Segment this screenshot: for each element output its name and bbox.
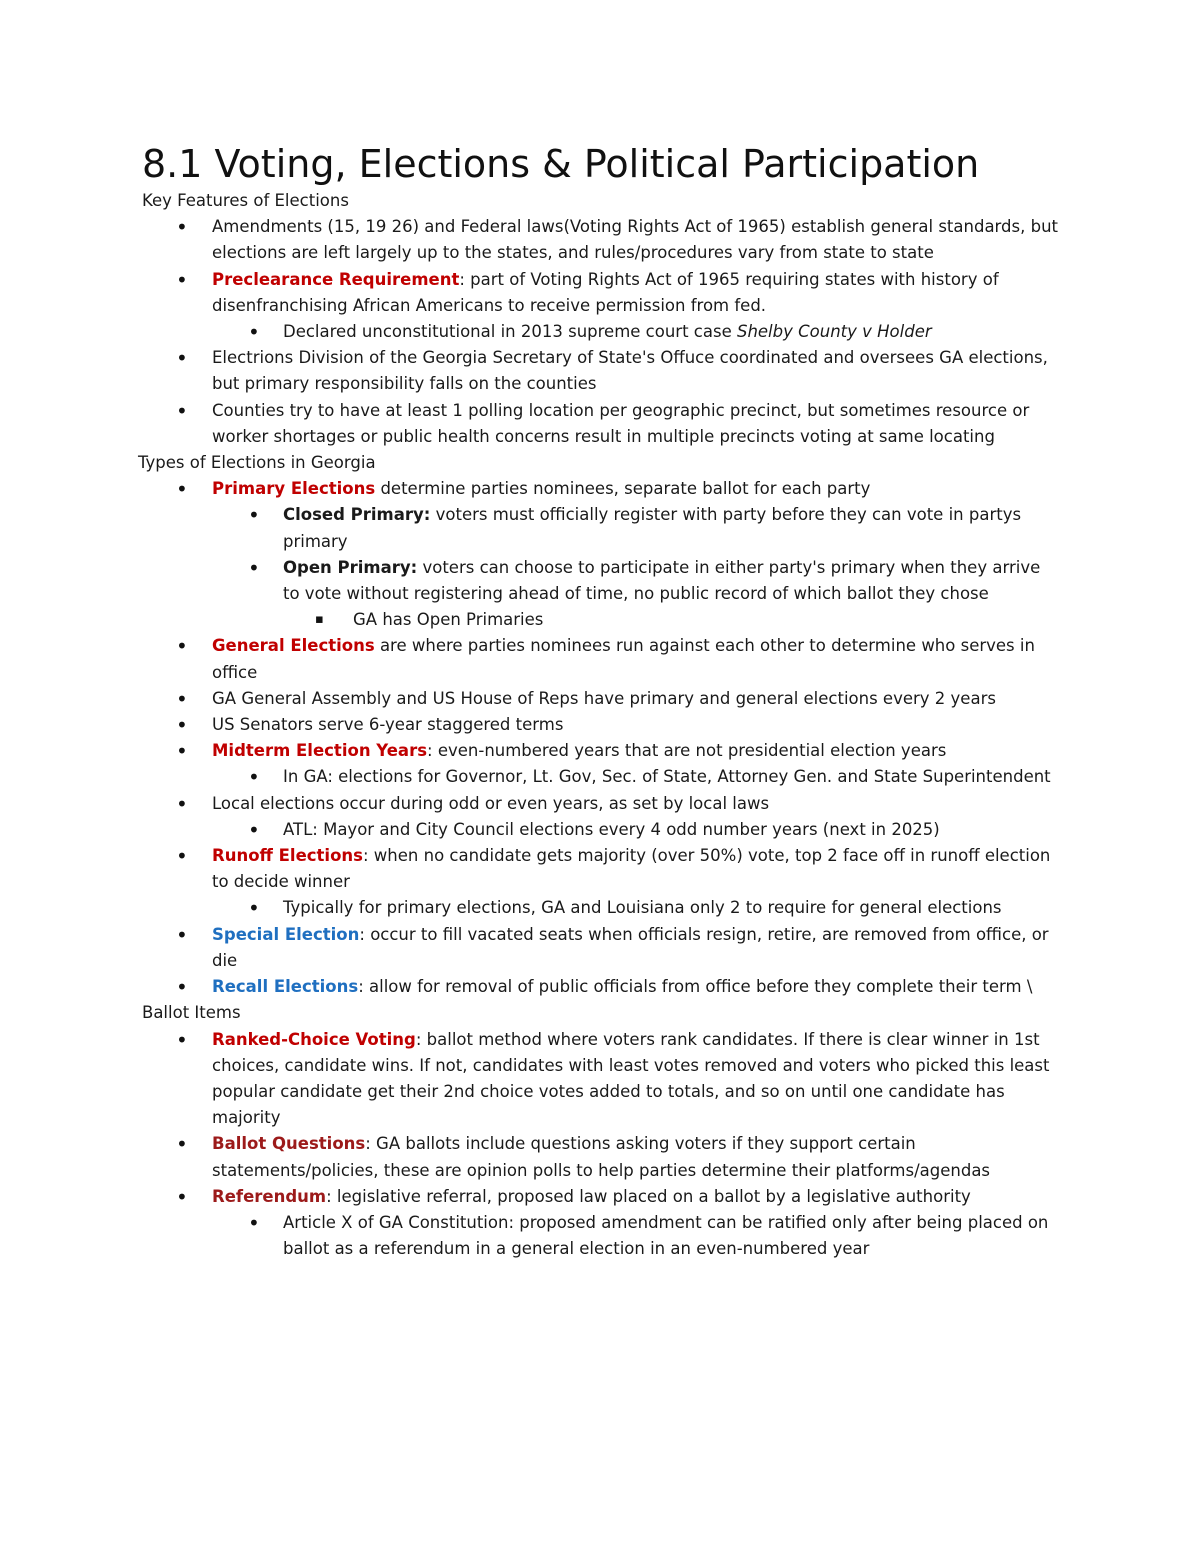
list-item: • Electrions Division of the Georgia Secretary of State's Offuce coordinated and oversees GA elections, but primary responsibility falls on the counties	[142, 345, 1062, 397]
section-heading-types: Types of Elections in Georgia	[138, 453, 376, 473]
list-item: • Primary Elections determine parties nominees, separate ballot for each party	[142, 476, 1062, 502]
term-label: Preclearance Requirement	[212, 269, 460, 289]
page-title: 8.1 Voting, Elections & Political Participation	[142, 142, 980, 186]
list-item: • Article X of GA Constitution: proposed amendment can be ratified only after being placed on ballot as a referendum in a general election in an even-numbered year	[142, 1210, 1062, 1262]
list-item: • Ballot Questions: GA ballots include questions asking voters if they support certain statements/policies, these are opinion polls to help parties determine their platforms/agendas	[142, 1131, 1062, 1183]
list-item: • Counties try to have at least 1 polling location per geographic precinct, but sometimes resource or worker shortages or public health concerns result in multiple precincts voting at same locating	[142, 398, 1062, 450]
list-item: ▪ GA has Open Primaries	[142, 607, 1062, 633]
term-label: Recall Elections	[212, 977, 359, 997]
notes-body	[138, 188, 1062, 1262]
list-item: • GA General Assembly and US House of Reps have primary and general elections every 2 years	[142, 686, 1062, 712]
term-label: General Elections	[212, 636, 375, 656]
term-label: Primary Elections	[212, 479, 376, 499]
section-heading-key-features: Key Features of Elections	[142, 191, 349, 210]
list-item: • Ranked-Choice Voting: ballot method where voters rank candidates. If there is clear winner in 1st choices, candidate wins. If not, candidates with least votes removed and voters who picked this least popular candidate get their 2nd choice votes added to totals, and so on until one candidate has majority	[142, 1027, 1062, 1132]
list-item: • Special Election: occur to fill vacated seats when officials resign, retire, are removed from office, or die	[142, 922, 1062, 974]
term-label: Closed Primary:	[283, 505, 431, 525]
case-name: Shelby County v Holder	[736, 322, 932, 342]
list-item: • Declared unconstitutional in 2013 supreme court case Shelby County v Holder	[142, 319, 1062, 345]
term-label: Midterm Election Years	[212, 741, 428, 761]
list-item: • Recall Elections: allow for removal of public officials from office before they complete their term \	[142, 974, 1062, 1000]
list-item: • Preclearance Requirement: part of Voting Rights Act of 1965 requiring states with history of disenfranchising African Americans to receive permission from fed.	[142, 267, 1062, 319]
list-item: • General Elections are where parties nominees run against each other to determine who serves in office	[142, 633, 1062, 685]
list-item: • Open Primary: voters can choose to participate in either party's primary when they arrive to vote without registering ahead of time, no public record of which ballot they chose	[142, 555, 1062, 607]
list-item: • In GA: elections for Governor, Lt. Gov, Sec. of State, Attorney Gen. and State Superintendent	[142, 764, 1062, 790]
list-item: • Midterm Election Years: even-numbered years that are not presidential election years	[142, 738, 1062, 764]
list-item: • Closed Primary: voters must officially register with party before they can vote in partys primary	[142, 502, 1062, 554]
term-label: Ranked-Choice Voting	[212, 1029, 416, 1049]
list-item: • US Senators serve 6-year staggered terms	[142, 712, 1062, 738]
term-label: Referendum	[212, 1186, 327, 1206]
list-item: • Referendum: legislative referral, proposed law placed on a ballot by a legislative authority	[142, 1184, 1062, 1210]
list-item: • Local elections occur during odd or even years, as set by local laws	[142, 791, 1062, 817]
list-item: • Runoff Elections: when no candidate gets majority (over 50%) vote, top 2 face off in runoff election to decide winner	[142, 843, 1062, 895]
term-label: Special Election	[212, 924, 360, 944]
term-label: Runoff Elections	[212, 846, 363, 866]
list-item: • ATL: Mayor and City Council elections every 4 odd number years (next in 2025)	[142, 817, 1062, 843]
term-label: Ballot Questions	[212, 1134, 366, 1154]
section-heading-ballot-items: Ballot Items	[142, 1003, 241, 1023]
list-item: • Typically for primary elections, GA and Louisiana only 2 to require for general elections	[142, 895, 1062, 921]
list-item: • Amendments (15, 19 26) and Federal laws(Voting Rights Act of 1965) establish general standards, but elections are left largely up to the states, and rules/procedures vary from state to state	[142, 214, 1062, 266]
term-label: Open Primary:	[283, 557, 418, 577]
